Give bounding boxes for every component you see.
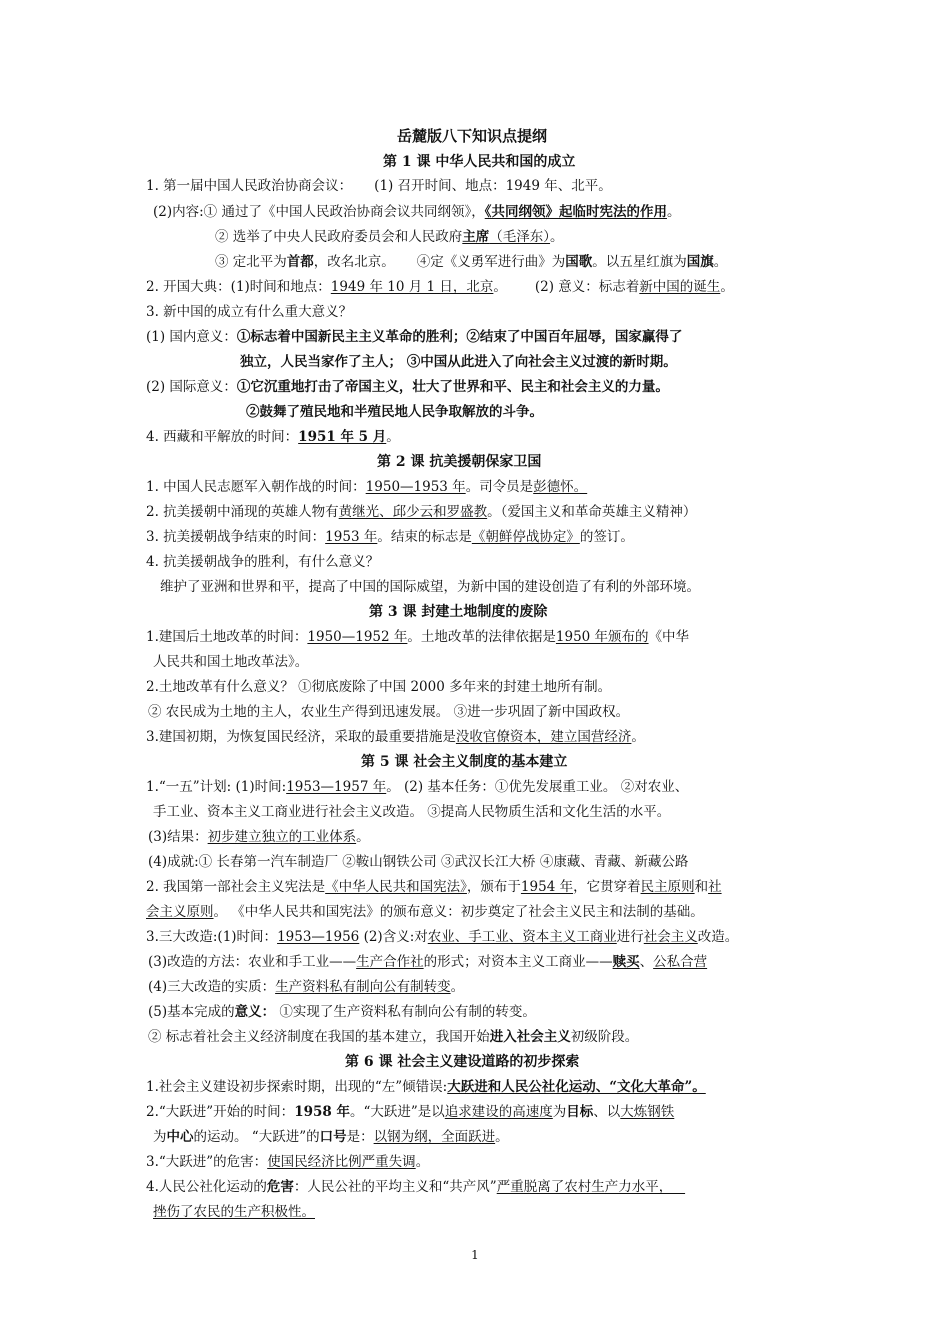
text-line: (4)三大改造的实质：生产资料私有制向公有制转变。 <box>148 979 465 995</box>
lesson-1-heading: 第 1 课 中华人民共和国的成立 <box>383 154 576 170</box>
text-line: ③ 定北平为首都，改名北京。 ④定《义勇军进行曲》为国歌。以五星红旗为国旗。 <box>215 254 728 270</box>
document-title: 岳麓版八下知识点提纲 <box>397 127 548 145</box>
text-line: 3.三大改造:(1)时间：1953—1956 (2)含义:对农业、手工业、资本主义工商业进行社会主义改造。 <box>146 929 739 945</box>
text-line: (3)改造的方法：农业和手工业——生产合作社的形式；对资本主义工商业——赎买、公私合营 <box>148 954 708 970</box>
text-line: 独立，人民当家作了主人； ③中国从此进入了向社会主义过渡的新时期。 <box>240 354 677 370</box>
text-line: 4.人民公社化运动的危害：人民公社的平均主义和“共产风”严重脱离了农村生产力水平， <box>146 1179 686 1195</box>
lesson-5-heading: 第 5 课 社会主义制度的基本建立 <box>361 754 568 770</box>
text-line: 为中心的运动。 “大跃进”的口号是：以钢为纲，全面跃进。 <box>153 1129 509 1145</box>
text-line: 会主义原则。 《中华人民共和国宪法》的颁布意义：初步奠定了社会主义民主和法制的基础。 <box>146 904 704 920</box>
text-line: 1. 中国人民志愿军入朝作战的时间：1950—1953 年。司令员是彭德怀。 <box>146 479 588 495</box>
text-line: 3.建国初期，为恢复国民经济，采取的最重要措施是没收官僚资本，建立国营经济。 <box>146 729 645 745</box>
text-line: 1.建国后土地改革的时间：1950—1952 年。土地改革的法律依据是1950 年颁布的《中华 <box>146 629 690 645</box>
text-line: 人民共和国土地改革法》。 <box>153 654 309 670</box>
text-line: (2)内容:① 通过了《中国人民政治协商会议共同纲领》，《共同纲领》起临时宪法的作用。 <box>153 204 681 220</box>
text-line: 2.“大跃进”开始的时间：1958 年。“大跃进”是以追求建设的高速度为目标、以大炼钢铁 <box>146 1104 675 1120</box>
text-line: ②鼓舞了殖民地和半殖民地人民争取解放的斗争。 <box>246 404 543 420</box>
lesson-6-heading: 第 6 课 社会主义建设道路的初步探索 <box>345 1054 580 1070</box>
text-line: 维护了亚洲和世界和平，提高了中国的国际威望，为新中国的建设创造了有利的外部环境。 <box>160 579 700 595</box>
text-line: ② 标志着社会主义经济制度在我国的基本建立，我国开始进入社会主义初级阶段。 <box>148 1029 639 1045</box>
text-line: (4)成就:① 长春第一汽车制造厂 ②鞍山钢铁公司 ③武汉长江大桥 ④康藏、青藏、新藏公路 <box>148 854 689 870</box>
text-line: 手工业、资本主义工商业进行社会主义改造。 ③提高人民物质生活和文化生活的水平。 <box>153 804 671 820</box>
text-line: 3. 新中国的成立有什么重大意义？ <box>146 304 353 320</box>
text-line: 2. 开国大典：(1)时间和地点：1949 年 10 月 1 日，北京。 (2) 意义：标志着新中国的诞生。 <box>146 279 734 295</box>
text-line: ② 农民成为土地的主人，农业生产得到迅速发展。 ③进一步巩固了新中国政权。 <box>148 704 630 720</box>
text-line: 3.“大跃进”的危害：使国民经济比例严重失调。 <box>146 1154 430 1170</box>
text-line: 1.“一五”计划: (1)时间:1953—1957 年。 (2) 基本任务：①优先发展重工业。 ②对农业、 <box>146 779 689 795</box>
text-line: 3. 抗美援朝战争结束的时间：1953 年。结束的标志是《朝鲜停战协定》的签订。 <box>146 529 634 545</box>
text-line: 1. 第一届中国人民政治协商会议： (1) 召开时间、地点：1949 年、北平。 <box>146 178 612 194</box>
lesson-2-heading: 第 2 课 抗美援朝保家卫国 <box>377 454 542 470</box>
text-line: 4. 西藏和平解放的时间：1951 年 5 月。 <box>146 429 400 445</box>
text-line: 2.土地改革有什么意义？ ①彻底废除了中国 2000 多年来的封建土地所有制。 <box>146 679 612 695</box>
text-line: (1) 国内意义：①标志着中国新民主主义革命的胜利；②结束了中国百年屈辱，国家赢得了 <box>146 329 683 345</box>
text-line: (3)结果：初步建立独立的工业体系。 <box>148 829 370 845</box>
page-number: 1 <box>471 1248 479 1262</box>
text-line: 4. 抗美援朝战争的胜利，有什么意义？ <box>146 554 380 570</box>
text-line: ② 选举了中央人民政府委员会和人民政府主席（毛泽东）。 <box>215 229 564 245</box>
text-line: 2. 我国第一部社会主义宪法是《中华人民共和国宪法》，颁布于1954 年，它贯穿着民主原则和社 <box>146 879 722 895</box>
lesson-3-heading: 第 3 课 封建土地制度的废除 <box>369 604 548 620</box>
text-line: 挫伤了农民的生产积极性。 <box>153 1204 315 1220</box>
text-line: 2. 抗美援朝中涌现的英雄人物有黄继光、邱少云和罗盛教。（爱国主义和革命英雄主义精神） <box>146 504 697 520</box>
text-line: (2) 国际意义：①它沉重地打击了帝国主义，壮大了世界和平、民主和社会主义的力量。 <box>146 379 669 395</box>
text-line: 1.社会主义建设初步探索时期，出现的“左”倾错误:大跃进和人民公社化运动、“文化大革命”。 <box>146 1079 706 1095</box>
text-line: (5)基本完成的意义： ①实现了生产资料私有制向公有制的转变。 <box>148 1004 536 1020</box>
